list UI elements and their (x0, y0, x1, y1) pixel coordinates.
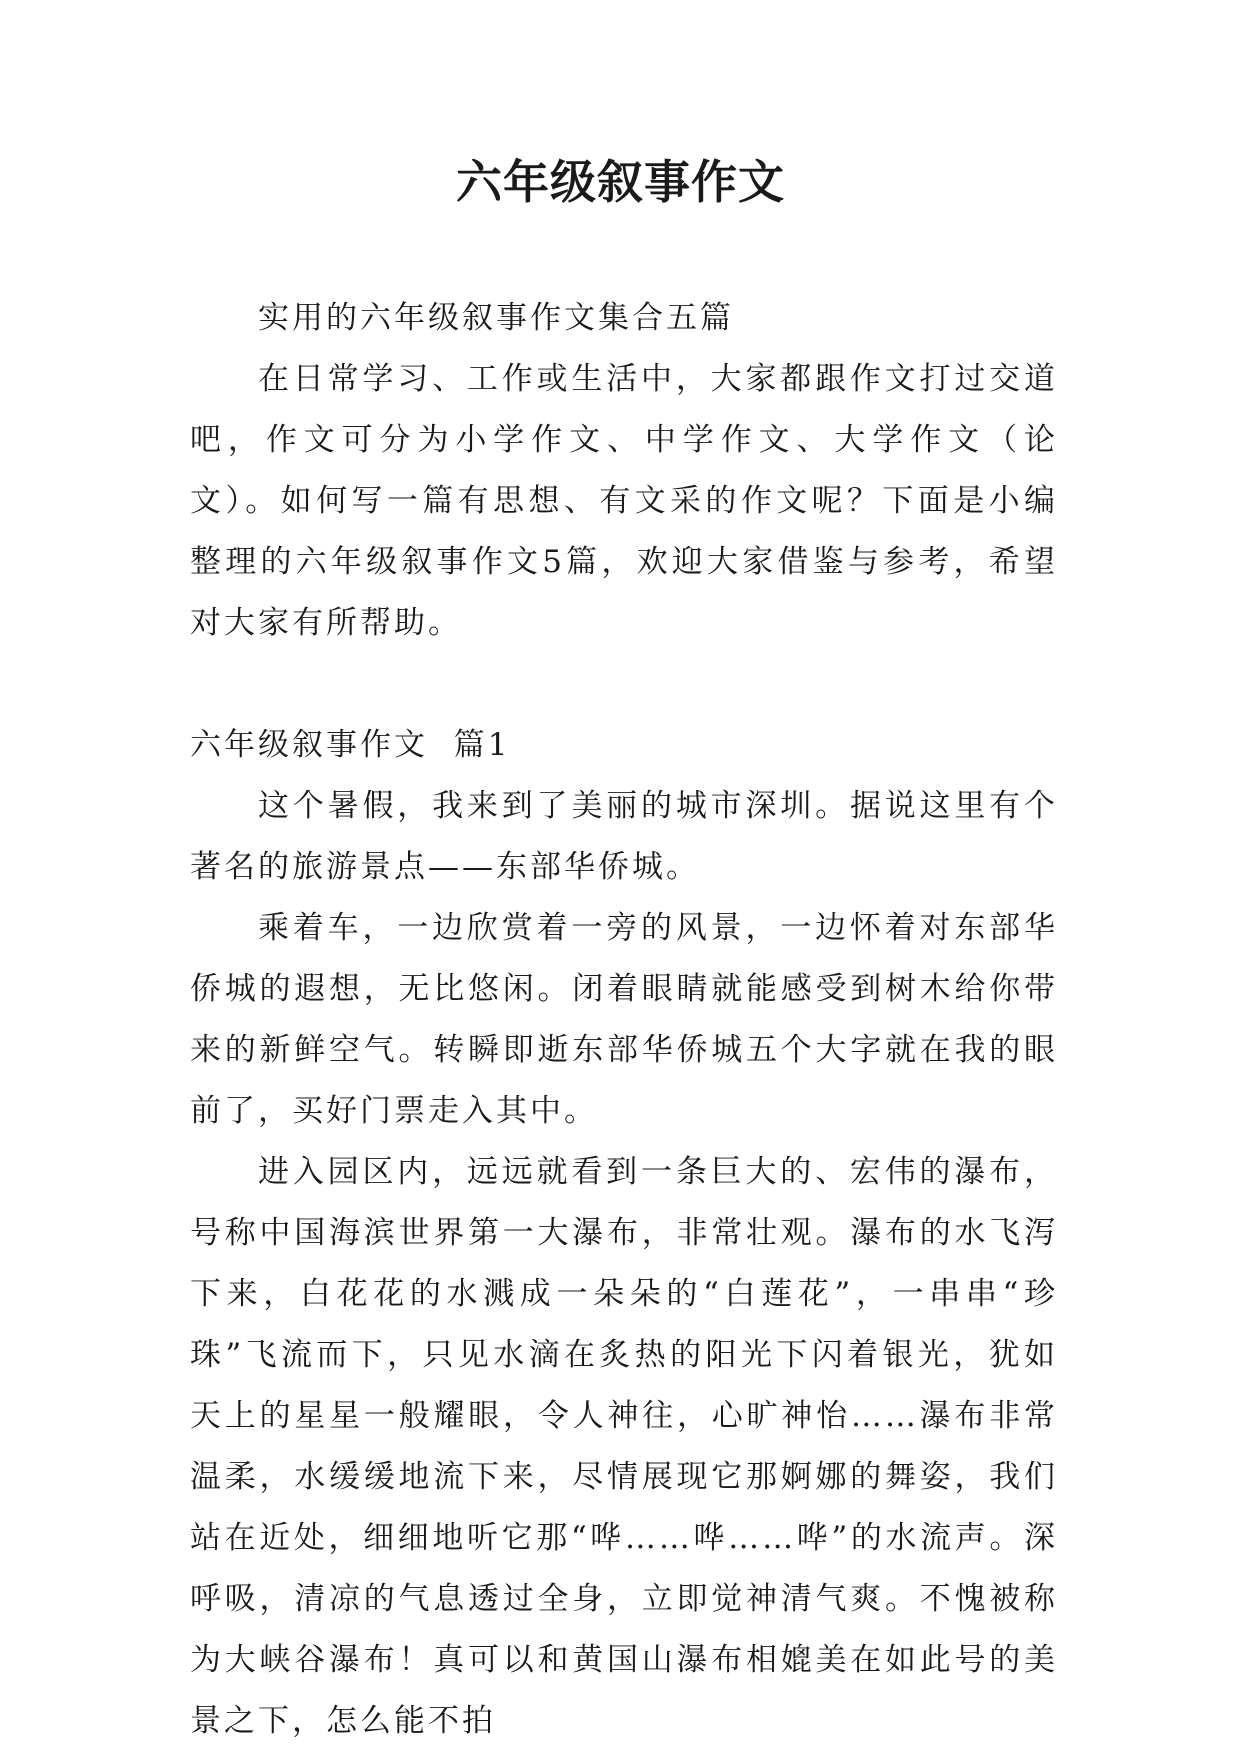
section-spacer (190, 654, 1058, 715)
body-paragraph: 乘着车，一边欣赏着一旁的风景，一边怀着对东部华侨城的遐想，无比悠闲。闭着眼睛就能感受到树木给你带来的新鲜空气。转瞬即逝东部华侨城五个大字就在我的眼前了，买好门票走入其中。 (190, 910, 1058, 1129)
document-body (190, 288, 1058, 1752)
intro-paragraph: 在日常学习、工作或生活中，大家都跟作文打过交道吧，作文可分为小学作文、中学作文、大学作文（论文）。如何写一篇有思想、有文采的作文呢？下面是小编整理的六年级叙事作文5篇，欢迎大家借鉴与参考，希望对大家有所帮助。 (190, 361, 1058, 641)
body-paragraph: 进入园区内，远远就看到一条巨大的、宏伟的瀑布，号称中国海滨世界第一大瀑布，非常壮观。瀑布的水飞泻下来，白花花的水溅成一朵朵的“白莲花”，一串串“珍珠”飞流而下，只见水滴在炙热的阳光下闪着银光，犹如天上的星星一般耀眼，令人神往，心旷神怡……瀑布非常温柔，水缓缓地流下来，尽情展现它那婀娜的舞姿，我们站在近处，细细地听它那“哗……哗……哗”的水流声。深呼吸，清凉的气息透过全身，立即觉神清气爽。不愧被称为大峡谷瀑布！真可以和黄国山瀑布相媲美在如此号的美景之下，怎么能不拍 (190, 1154, 1058, 1739)
section-heading: 六年级叙事作文 篇1 (190, 727, 511, 763)
body-paragraph: 这个暑假，我来到了美丽的城市深圳。据说这里有个著名的旅游景点——东部华侨城。 (190, 788, 1058, 885)
document-title: 六年级叙事作文 (456, 155, 785, 209)
document-subtitle: 实用的六年级叙事作文集合五篇 (258, 300, 734, 336)
